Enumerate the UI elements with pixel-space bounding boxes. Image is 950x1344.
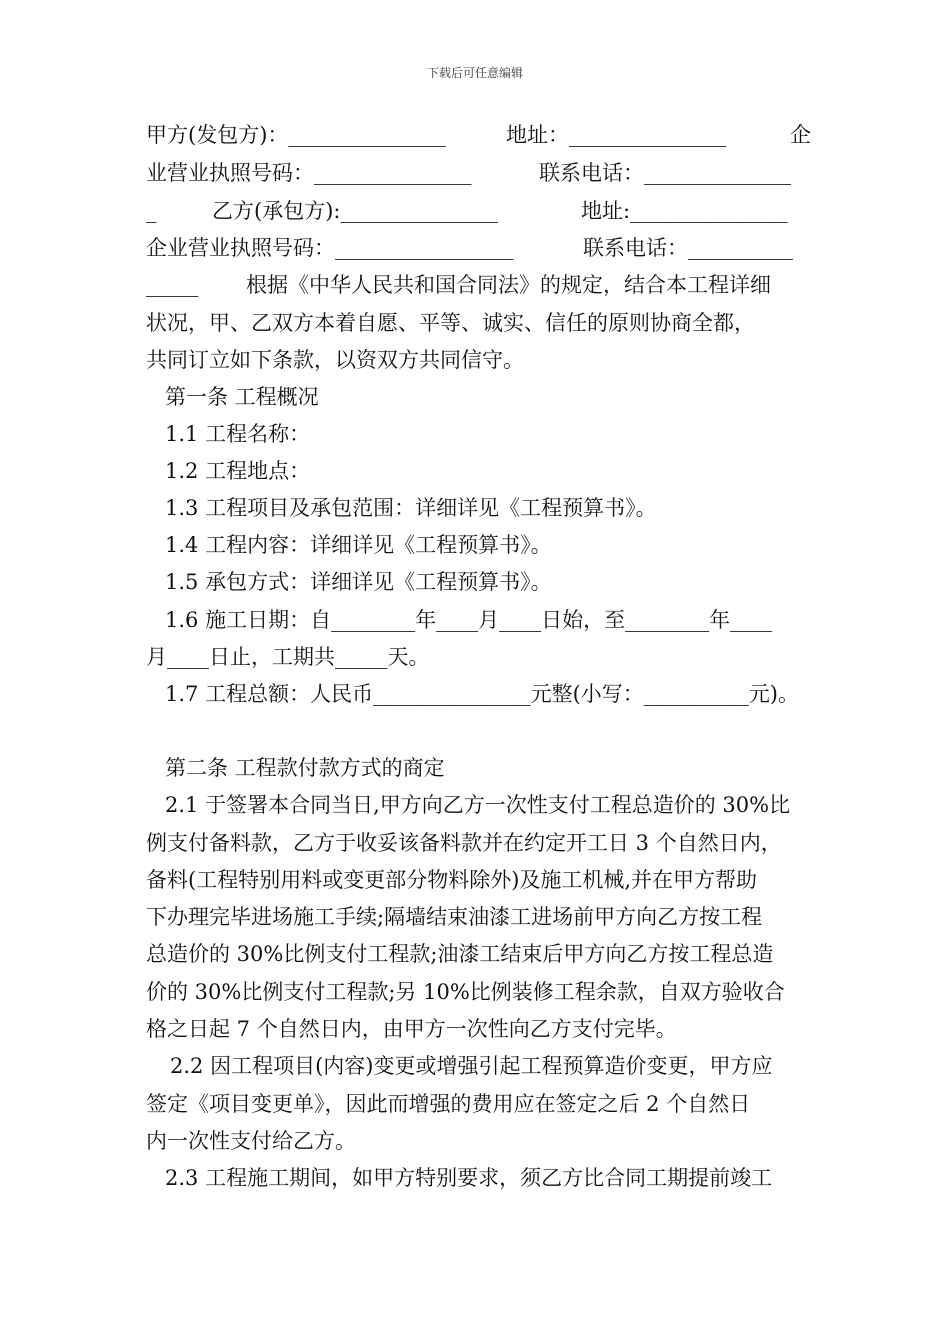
text-line [0,379,950,416]
text-segment: 签定《项目变更单》，因此而增强的费用应在签定之后 2 个自然日 [146,1092,751,1116]
text-segment: 内一次性支付给乙方。 [146,1129,356,1153]
text-segment: 地址：_______________ [506,123,727,147]
text-line [0,453,950,490]
text-segment: 1.7 工程总额：人民币_______________元整(小写：__________元)。 [165,682,799,706]
text-segment: 1.6 施工日期：自________年____月____日始，至________年____ [165,608,773,632]
text-segment: 乙方(承包方):_______________ [212,199,498,223]
text-line [0,267,950,304]
text-segment: 联系电话：______________ [539,161,791,185]
text-segment: 企 [790,123,811,147]
text-line [0,936,950,973]
text-segment: 第二条 工程款付款方式的商定 [165,756,445,780]
text-line [0,416,950,453]
text-line [0,602,950,639]
text-segment: 备料(工程特别用料或变更部分物料除外)及施工机械,并在甲方帮助 [146,868,758,892]
text-line [0,1048,950,1085]
text-segment: 业营业执照号码：_______________ [146,161,472,185]
text-segment: 2.1 于签署本合同当日,甲方向乙方一次性支付工程总造价的 30%比 [165,793,791,817]
text-line [0,639,950,676]
text-segment: 1.1 工程名称： [165,422,311,446]
text-segment: 格之日起 7 个自然日内，由甲方一次性向乙方支付完毕。 [146,1017,677,1041]
text-line [0,750,950,787]
text-line [0,1123,950,1160]
text-segment: 地址:_______________ [581,199,788,223]
text-segment: 企业营业执照号码：_________________ [146,236,514,260]
text-line [0,117,950,154]
text-segment: _ [146,199,157,223]
text-line [0,1160,950,1197]
text-segment: 共同订立如下条款，以资双方共同信守。 [146,348,524,372]
text-line [0,862,950,899]
text-segment: 价的 30%比例支付工程款;另 10%比例装修工程余款，自双方验收合 [146,980,785,1004]
text-line [0,230,950,267]
text-segment: 1.2 工程地点： [165,459,311,483]
text-line [0,193,950,230]
text-line [0,490,950,527]
text-line [0,899,950,936]
text-segment: 总造价的 30%比例支付工程款;油漆工结束后甲方向乙方按工程总造 [146,942,774,966]
text-line [0,1086,950,1123]
text-line [0,787,950,824]
text-segment: 1.4 工程内容：详细详见《工程预算书》。 [165,533,552,557]
text-segment: 下办理完毕进场施工手续;隔墙结束油漆工进场前甲方向乙方按工程 [146,905,763,929]
text-segment: 2.3 工程施工期间，如甲方特别要求，须乙方比合同工期提前竣工 [165,1166,773,1190]
text-line [0,974,950,1011]
text-line [0,305,950,342]
text-segment: 第一条 工程概况 [165,385,319,409]
text-segment: 1.3 工程项目及承包范围：详细详见《工程预算书》。 [165,496,657,520]
text-segment: _____ [146,273,199,297]
text-segment: 2.2 因工程项目(内容)变更或增强引起工程预算造价变更，甲方应 [170,1054,773,1078]
text-line [0,342,950,379]
text-segment: 甲方(发包方)：_______________ [146,123,446,147]
text-segment: 状况，甲、乙双方本着自愿、平等、诚实、信任的原则协商全都， [146,311,755,335]
text-segment: 联系电话：__________ [583,236,793,260]
text-line [0,825,950,862]
text-segment: 1.5 承包方式：详细详见《工程预算书》。 [165,570,552,594]
text-line [0,564,950,601]
text-line [0,676,950,713]
text-line [0,155,950,192]
text-segment: 月____日止，工期共_____天。 [146,645,430,669]
text-segment: 例支付备料款，乙方于收妥该备料款并在约定开工日 3 个自然日内， [146,831,782,855]
text-segment: 根据《中华人民共和国合同法》的规定，结合本工程详细 [246,273,771,297]
text-line [0,1011,950,1048]
page-header: 下载后可任意编辑 [426,66,523,80]
text-line [0,527,950,564]
